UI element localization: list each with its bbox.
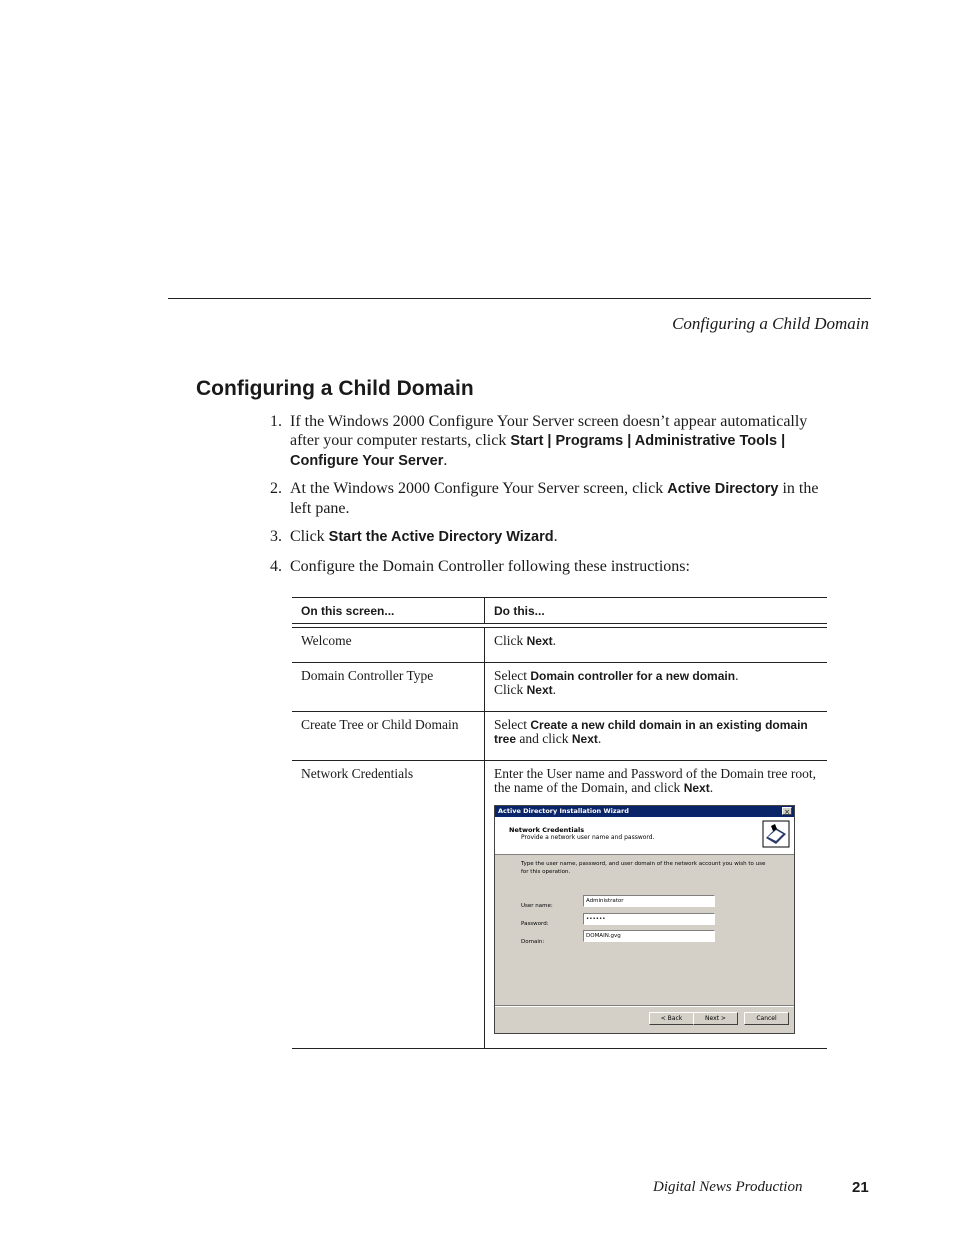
action-command: Next bbox=[526, 634, 553, 648]
column-header-action: Do this... bbox=[494, 604, 545, 618]
step-text: Click bbox=[290, 528, 329, 545]
action-command: Next bbox=[571, 732, 598, 746]
instruction-table bbox=[292, 597, 827, 1049]
action-cell bbox=[485, 712, 827, 760]
action-text: Select bbox=[494, 717, 531, 732]
header-rule bbox=[168, 298, 871, 299]
column-header-screen: On this screen... bbox=[292, 598, 485, 623]
action-cell bbox=[485, 663, 827, 711]
step-text: Configure the Domain Controller following these instructions: bbox=[290, 558, 690, 575]
password-input[interactable]: •••••• bbox=[583, 913, 715, 925]
action-text-end: . bbox=[552, 633, 557, 648]
wizard-separator bbox=[495, 1005, 794, 1007]
step-text: If the Windows 2000 Configure Your Server screen doesn’t appear automatically after your computer restarts, click bbox=[290, 413, 808, 449]
step-text-end: in the left pane. bbox=[290, 480, 819, 517]
action-text: Select bbox=[494, 668, 531, 683]
screen-cell: Domain Controller Type bbox=[292, 663, 485, 711]
table-row bbox=[292, 663, 827, 712]
action-text: Click bbox=[494, 682, 527, 697]
action-text-end: . bbox=[552, 682, 557, 697]
step-text: At the Windows 2000 Configure Your Server screen, click bbox=[290, 480, 668, 497]
wizard-screenshot bbox=[494, 805, 795, 1034]
domain-label: Domain: bbox=[521, 939, 545, 945]
action-text: Enter the User name and Password of the Domain tree root, the name of the Domain, and click bbox=[494, 766, 817, 795]
back-button[interactable]: < Back bbox=[649, 1012, 694, 1025]
table-header-row bbox=[292, 597, 827, 623]
password-label: Password: bbox=[521, 921, 549, 927]
username-label: User name: bbox=[521, 903, 553, 909]
action-text-end: . bbox=[709, 780, 714, 795]
cancel-button[interactable]: Cancel bbox=[744, 1012, 789, 1025]
step-text-end: . bbox=[553, 528, 558, 545]
page-number: 21 bbox=[852, 1179, 869, 1196]
action-command: Next bbox=[683, 781, 710, 795]
action-text: and click bbox=[516, 731, 572, 746]
step-text-end: . bbox=[443, 452, 448, 469]
screen-cell: Network Credentials bbox=[292, 761, 485, 1048]
wizard-title: Active Directory Installation Wizard bbox=[498, 807, 629, 815]
running-head: Configuring a Child Domain bbox=[672, 314, 869, 333]
step-command: Active Directory bbox=[667, 481, 779, 497]
wizard-header bbox=[495, 817, 794, 855]
step-number: 2. bbox=[270, 480, 282, 497]
directory-book-icon bbox=[762, 820, 790, 848]
wizard-heading: Network Credentials bbox=[509, 826, 585, 834]
table-row bbox=[292, 761, 827, 1049]
step-4 bbox=[270, 557, 830, 576]
step-number: 4. bbox=[270, 558, 282, 575]
action-command: Create a new child domain in an existing domain tree bbox=[494, 718, 808, 746]
username-input[interactable]: Administrator bbox=[583, 895, 715, 907]
wizard-instructions: Type the user name, password, and user domain of the network account you wish to use for this operation. bbox=[521, 861, 766, 875]
action-command: Next bbox=[526, 683, 553, 697]
step-number: 1. bbox=[270, 413, 282, 430]
action-command: Domain controller for a new domain bbox=[530, 669, 736, 683]
screen-cell: Create Tree or Child Domain bbox=[292, 712, 485, 760]
domain-input[interactable]: DOMAIN.gvg bbox=[583, 930, 715, 942]
action-text: Click bbox=[494, 633, 527, 648]
action-cell bbox=[485, 628, 827, 662]
close-icon[interactable]: × bbox=[782, 807, 792, 815]
wizard-subheading: Provide a network user name and password. bbox=[521, 834, 655, 841]
footer-title: Digital News Production bbox=[653, 1179, 803, 1195]
action-text-end: . bbox=[597, 731, 602, 746]
step-number: 3. bbox=[270, 528, 282, 545]
next-button[interactable]: Next > bbox=[693, 1012, 738, 1025]
step-1 bbox=[270, 412, 830, 471]
step-3 bbox=[270, 527, 830, 547]
section-title: Configuring a Child Domain bbox=[196, 377, 474, 400]
action-text-end: . bbox=[735, 668, 739, 683]
step-command: Start the Active Directory Wizard bbox=[328, 529, 554, 545]
screen-cell: Welcome bbox=[292, 628, 485, 662]
wizard-title-bar bbox=[495, 806, 794, 817]
step-command: Start | Programs | Administrative Tools | Configure Your Server bbox=[290, 433, 786, 469]
table-row bbox=[292, 628, 827, 663]
action-cell bbox=[485, 761, 827, 1048]
table-row bbox=[292, 712, 827, 761]
step-2 bbox=[270, 479, 830, 518]
